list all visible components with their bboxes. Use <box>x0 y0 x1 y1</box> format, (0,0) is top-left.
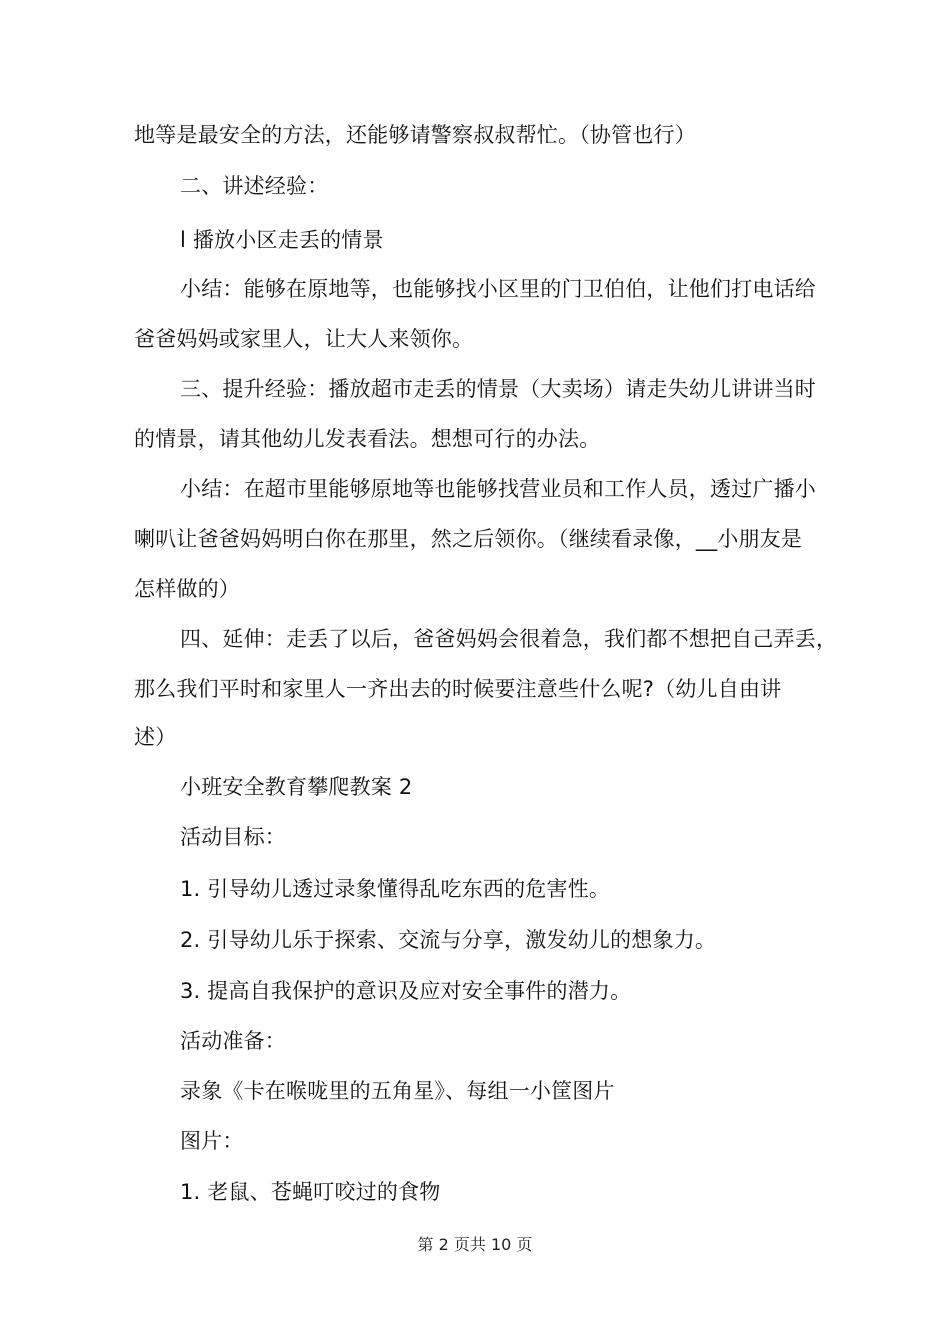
text-line: 爸爸妈妈或家里人，让大人来领你。 <box>134 327 474 351</box>
text-line: 四、延伸：走丢了以后，爸爸妈妈会很着急，我们都不想把自己弄丢， <box>180 627 838 651</box>
section-heading: 活动准备： <box>180 1029 286 1053</box>
text-line: 述） <box>134 725 177 749</box>
list-item: 1. 引导幼儿透过录象懂得乱吃东西的危害性。 <box>180 877 611 901</box>
list-item: 3. 提高自我保护的意识及应对安全事件的潜力。 <box>180 979 632 1003</box>
section-heading: 图片： <box>180 1129 244 1153</box>
section-heading: 二、讲述经验： <box>180 174 329 198</box>
text-line: 喇叭让爸爸妈妈明白你在那里，然之后领你。（继续看录像，__小朋友是 <box>134 527 803 551</box>
text-line: 小结：能够在原地等，也能够找小区里的门卫伯伯，让他们打电话给 <box>180 277 816 301</box>
text-line: 怎样做的） <box>134 577 240 601</box>
section-title: 小班安全教育攀爬教案 2 <box>180 775 413 799</box>
text-line: 小结：在超市里能够原地等也能够找营业员和工作人员，透过广播小 <box>180 477 816 501</box>
text-line: l 播放小区走丢的情景 <box>180 228 384 252</box>
list-item: 2. 引导幼儿乐于探索、交流与分享，激发幼儿的想象力。 <box>180 928 717 952</box>
text-line: 地等是最安全的方法，还能够请警察叔叔帮忙。（协管也行） <box>134 123 696 147</box>
text-line: 那么我们平时和家里人一齐出去的时候要注意些什么呢?（幼儿自由讲 <box>134 677 782 701</box>
text-line: 录象《卡在喉咙里的五角星》、每组一小筐图片 <box>180 1079 615 1103</box>
page-number-footer: 第 2 页共 10 页 <box>417 1235 533 1254</box>
text-line: 的情景，请其他幼儿发表看法。想想可行的办法。 <box>134 427 601 451</box>
section-heading: 活动目标： <box>180 825 286 849</box>
list-item: 1. 老鼠、苍蝇叮咬过的食物 <box>180 1180 441 1204</box>
text-line: 三、提升经验：播放超市走丢的情景（大卖场）请走失幼儿讲讲当时 <box>180 377 816 401</box>
